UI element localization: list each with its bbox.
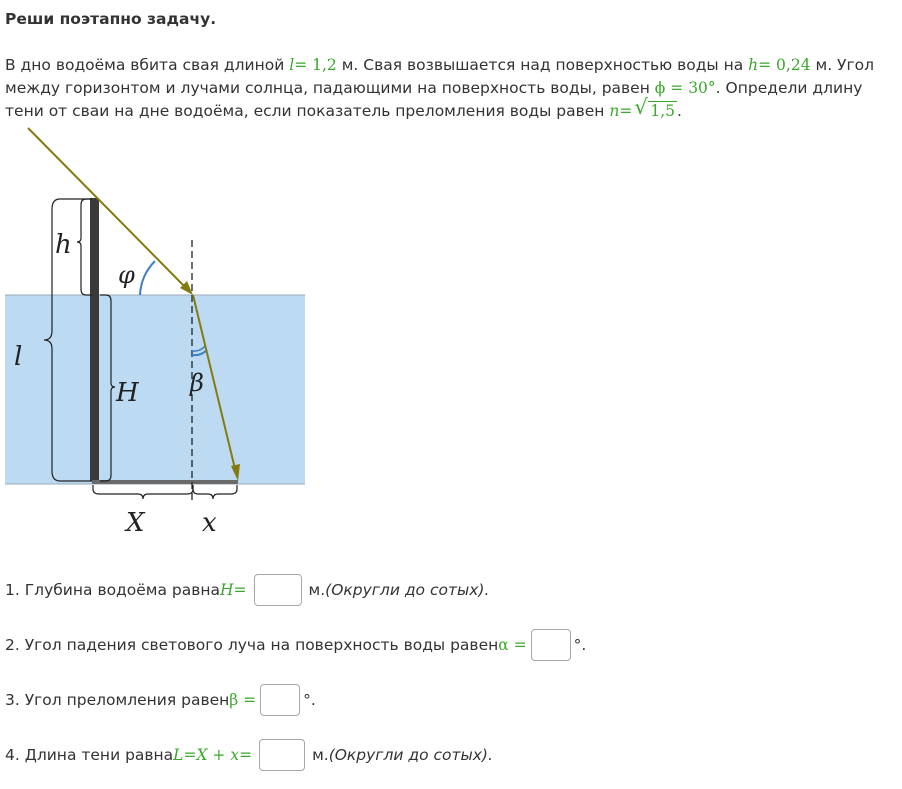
label-phi: φ — [118, 261, 135, 289]
pile — [90, 198, 99, 481]
label-beta: β — [190, 369, 204, 397]
question-2 — [5, 628, 586, 662]
question-4 — [5, 738, 493, 772]
phi-angle-arc — [140, 261, 155, 295]
angle-phi-expression: ϕ = 30° — [654, 79, 716, 97]
pile-length-symbol: l — [289, 56, 295, 74]
question-2-math: α = — [498, 636, 527, 654]
answer-incidence-angle-input[interactable] — [531, 629, 571, 661]
label-X: X — [126, 508, 145, 538]
question-1 — [5, 573, 489, 607]
answer-shadow-length-input[interactable] — [259, 739, 305, 771]
h-brace — [77, 199, 92, 295]
pile-length-value: = 1,2 — [294, 56, 337, 74]
problem-text-2: м. Свая возвышается над поверхностью воды на — [336, 56, 749, 74]
label-H: H — [116, 378, 139, 408]
problem-text-4: . Определи длину тени от сваи на дне водоёма, если показатель преломления воды равен — [5, 79, 863, 120]
problem-text-1: В дно водоёма вбита свая длиной — [5, 56, 290, 74]
question-1-note: (Округли до сотых). — [325, 581, 490, 599]
answer-refraction-angle-input[interactable] — [260, 684, 300, 716]
question-3 — [5, 683, 316, 717]
question-2-unit: °. — [573, 636, 587, 654]
height-symbol: h — [748, 56, 759, 74]
label-x: x — [202, 508, 217, 538]
sqrt-expression — [634, 95, 677, 123]
label-l: l — [14, 342, 23, 372]
label-h: h — [55, 230, 72, 260]
question-4-note: (Округли до сотых). — [328, 746, 493, 764]
refraction-index-equals: = — [619, 102, 633, 120]
question-4-math: L=X + x= — [173, 746, 253, 764]
x-brace — [193, 485, 237, 499]
X-brace — [93, 485, 193, 499]
question-2-text: 2. Угол падения светового луча на поверхность воды равен — [5, 636, 499, 654]
problem-statement — [5, 54, 900, 123]
height-value: = 0,24 — [758, 56, 811, 74]
task-title: Реши поэтапно задачу. — [5, 10, 217, 28]
problem-text-5: . — [677, 102, 682, 120]
question-1-unit: м. — [308, 581, 326, 599]
question-4-unit: м. — [312, 746, 329, 764]
question-3-math: β = — [229, 691, 257, 709]
question-4-text: 4. Длина тени равна — [5, 746, 174, 764]
sqrt-sign: √ — [634, 95, 648, 119]
question-1-text: 1. Глубина водоёма равна — [5, 581, 221, 599]
sqrt-value: 1,5 — [650, 102, 675, 120]
question-1-math: H= — [220, 581, 247, 599]
question-3-unit: °. — [303, 691, 316, 709]
answer-depth-input[interactable] — [254, 574, 302, 606]
water-region — [5, 295, 305, 484]
refraction-index-symbol: n — [609, 102, 620, 120]
question-3-text: 3. Угол преломления равен — [5, 691, 230, 709]
problem-text-3: м. Угол между горизонтом и лучами солнца, падающими на поверхность воды, равен — [5, 56, 875, 97]
problem-figure — [0, 125, 320, 545]
